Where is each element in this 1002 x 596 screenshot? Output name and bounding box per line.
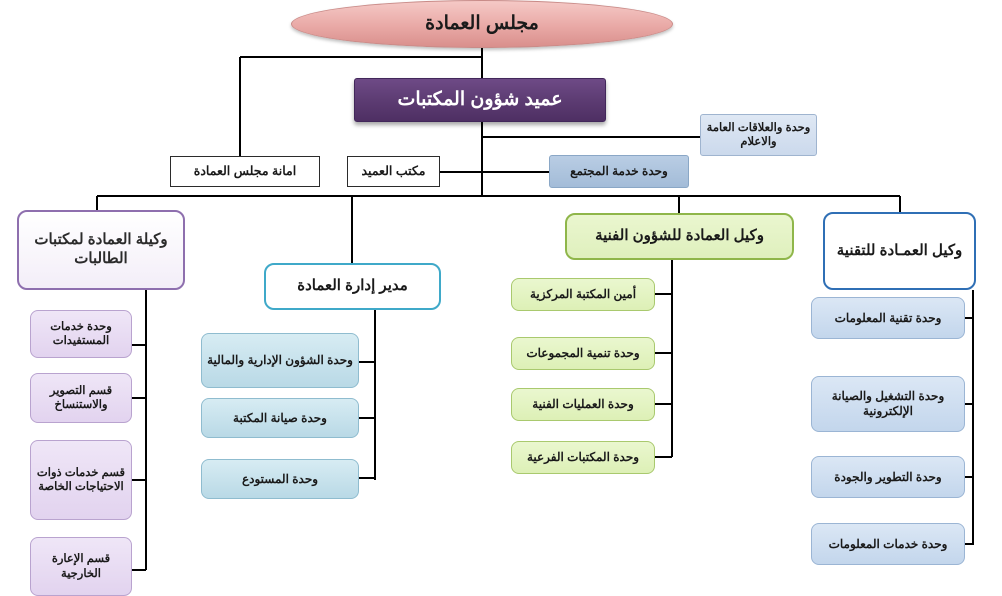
- list-item-technology-3[interactable]: [811, 523, 965, 565]
- node-branch-students[interactable]: [17, 210, 185, 290]
- list-item-students-1[interactable]: [30, 373, 132, 423]
- node-branch-admin-label: مدير إدارة العمادة: [297, 277, 408, 295]
- list-item-admin-1[interactable]: [201, 398, 359, 438]
- node-community-service-label: وحدة خدمة المجتمع: [570, 164, 668, 178]
- list-item-label: وحدة خدمات المستفيدات: [50, 320, 112, 347]
- list-item-label: وحدة المكتبات الفرعية: [526, 450, 640, 464]
- list-item-label: أمين المكتبة المركزية: [529, 287, 637, 301]
- list-item-students-3[interactable]: [30, 537, 132, 596]
- node-council-secretariat-label: امانة مجلس العمادة: [193, 163, 297, 178]
- node-council[interactable]: [291, 0, 673, 48]
- list-item-technical-1[interactable]: [511, 337, 655, 370]
- node-dean-office-label: مكتب العميد: [361, 163, 426, 178]
- node-council-secretariat[interactable]: [170, 156, 320, 187]
- node-branch-technical-label: وكيل العمادة للشؤون الفنية: [595, 227, 764, 245]
- list-item-technology-2[interactable]: [811, 456, 965, 498]
- list-item-label: وحدة التشغيل والصيانة الإلكترونية: [831, 389, 945, 418]
- list-item-label: وحدة تقنية المعلومات: [834, 310, 942, 325]
- list-item-students-2[interactable]: [30, 440, 132, 520]
- list-item-label: وحدة خدمات المعلومات: [828, 536, 948, 551]
- list-item-technical-3[interactable]: [511, 441, 655, 474]
- list-item-technical-0[interactable]: [511, 278, 655, 311]
- node-community-service[interactable]: [549, 155, 689, 188]
- list-item-label: وحدة تنمية المجموعات: [526, 346, 640, 360]
- node-public-relations[interactable]: [700, 114, 817, 156]
- node-branch-students-label: وكيلة العمادة لمكتبات الطالبات: [34, 231, 168, 267]
- list-item-technical-2[interactable]: [511, 388, 655, 421]
- node-dean-office[interactable]: [347, 156, 440, 187]
- list-item-admin-0[interactable]: [201, 333, 359, 388]
- list-item-technology-0[interactable]: [811, 297, 965, 339]
- node-dean[interactable]: [354, 78, 606, 122]
- list-item-admin-2[interactable]: [201, 459, 359, 499]
- list-item-label: وحدة العمليات الفنية: [532, 397, 634, 411]
- list-item-label: وحدة الشؤون الإدارية والمالية: [207, 353, 353, 367]
- list-item-label: وحدة صيانة المكتبة: [233, 410, 327, 425]
- list-item-label: قسم الإعارة الخارجية: [51, 553, 111, 580]
- node-branch-technology-label: وكيل العمـادة للتقنية: [836, 241, 963, 259]
- node-branch-technology[interactable]: [823, 212, 976, 290]
- list-item-label: وحدة المستودع: [241, 471, 319, 486]
- node-branch-admin[interactable]: [264, 263, 441, 310]
- list-item-students-0[interactable]: [30, 310, 132, 358]
- node-dean-label: عميد شؤون المكتبات: [397, 89, 563, 111]
- list-item-label: قسم التصوير والاستنساخ: [49, 384, 113, 411]
- list-item-label: قسم خدمات ذوات الاحتياجات الخاصة: [36, 466, 126, 493]
- node-council-label: مجلس العمادة: [425, 13, 539, 35]
- node-branch-technical[interactable]: [565, 213, 794, 260]
- list-item-label: وحدة التطوير والجودة: [834, 469, 942, 484]
- list-item-technology-1[interactable]: [811, 376, 965, 432]
- node-public-relations-label: وحدة والعلاقات العامة والاعلام: [706, 121, 811, 148]
